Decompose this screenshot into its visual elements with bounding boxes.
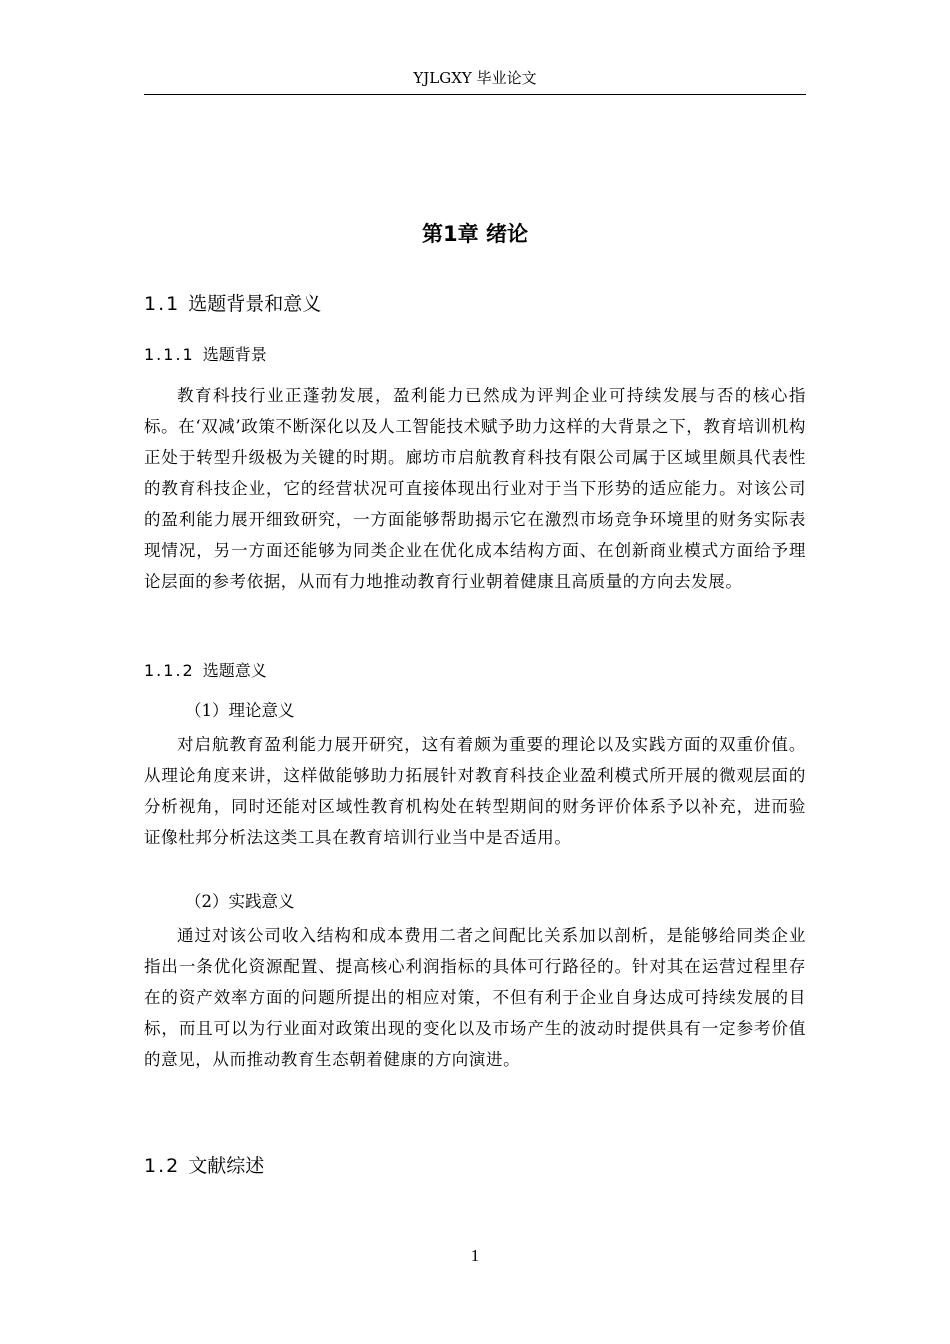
paragraph-practical: 通过对该公司收入结构和成本费用二者之间配比关系加以剖析，是能够给同类企业指出一条优化资源配置、提高核心利润指标的具体可行路径的。针对其在运营过程里存在的资产效率方面的问题所提出的相应对策，不但有利于企业自身达成可持续发展的目标，而且可以为行业面对政策出现的变化以及市场产生的波动时提供具有一定参考价值的意见，从而推动教育生态朝着健康的方向演进。 <box>144 926 806 1069</box>
subheading-theoretical: （1）理论意义 <box>185 701 295 720</box>
section-heading-1-1-2 <box>144 659 267 683</box>
section-heading-1-1-1 <box>144 343 267 367</box>
section-number: 1.1 <box>144 293 181 315</box>
section-heading-1-2 <box>144 1152 264 1180</box>
subheading-practical: （2）实践意义 <box>185 892 295 911</box>
section-title: 选题意义 <box>202 661 267 680</box>
chapter-title: 第1章 绪论 <box>422 222 528 246</box>
section-title: 选题背景和意义 <box>188 293 322 315</box>
section-number: 1.2 <box>144 1155 181 1177</box>
paragraph-theoretical: 对启航教育盈利能力展开研究，这有着颇为重要的理论以及实践方面的双重价值。从理论角度来讲，这样做能够助力拓展针对教育科技企业盈利模式所开展的微观层面的分析视角，同时还能对区域性教育机构处在转型期间的财务评价体系予以补充，进而验证像杜邦分析法这类工具在教育培训行业当中是否适用。 <box>144 735 806 847</box>
page-header <box>144 66 806 95</box>
section-number: 1.1.1 <box>144 345 195 364</box>
section-heading-1-1 <box>144 290 321 318</box>
header-text: YJLGXY 毕业论文 <box>413 69 537 87</box>
paragraph-background: 教育科技行业正蓬勃发展，盈利能力已然成为评判企业可持续发展与否的核心指标。在‘双减’政策不断深化以及人工智能技术赋予助力这样的大背景之下，教育培训机构正处于转型升级极为关键的时期。廊坊市启航教育科技有限公司属于区域里颇具代表性的教育科技企业，它的经营状况可直接体现出行业对于当下形势的适应能力。对该公司的盈利能力展开细致研究，一方面能够帮助揭示它在激烈市场竞争环境里的财务实际表现情况，另一方面还能够为同类企业在优化成本结构方面、在创新商业模式方面给予理论层面的参考依据，从而有力地推动教育行业朝着健康且高质量的方向去发展。 <box>144 386 806 591</box>
page-number: 1 <box>470 1246 480 1265</box>
section-title: 选题背景 <box>202 345 267 364</box>
section-title: 文献综述 <box>188 1155 265 1177</box>
section-number: 1.1.2 <box>144 661 195 680</box>
